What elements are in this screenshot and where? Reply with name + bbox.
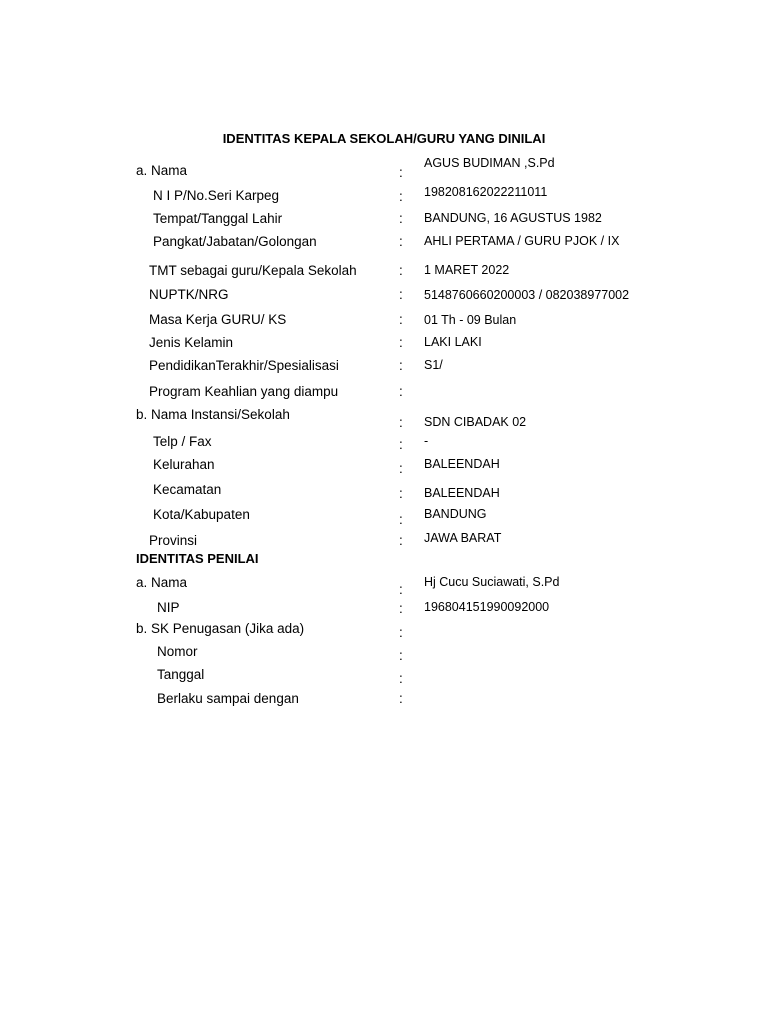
pendidikan-colon: : [399, 358, 403, 373]
tmt-colon: : [399, 263, 403, 278]
program-keahlian-label: Program Keahlian yang diampu [149, 384, 339, 399]
tmt-value: 1 MARET 2022 [424, 263, 510, 277]
ttl-value: BANDUNG, 16 AGUSTUS 1982 [424, 211, 602, 225]
tanggal-colon: : [399, 671, 403, 686]
kelurahan-label: Kelurahan [153, 457, 215, 472]
kota-label: Kota/Kabupaten [153, 507, 250, 522]
sk-penugasan-label: b. SK Penugasan (Jika ada) [136, 621, 305, 636]
penilai-nip-colon: : [399, 601, 403, 616]
nip-value: 198208162022211011 [424, 185, 548, 199]
penilai-heading: IDENTITAS PENILAI [136, 551, 259, 566]
ttl-colon: : [399, 211, 403, 226]
telp-label: Telp / Fax [153, 434, 212, 449]
nuptk-value: 5148760660200003 / 082038977002 [424, 288, 630, 302]
kecamatan-value: BALEENDAH [424, 486, 500, 500]
pangkat-label: Pangkat/Jabatan/Golongan [153, 234, 317, 249]
pendidikan-label: PendidikanTerakhir/Spesialisasi [149, 358, 339, 373]
program-keahlian-colon: : [399, 384, 403, 399]
penilai-nip-value: 196804151990092000 [424, 600, 550, 614]
berlaku-label: Berlaku sampai dengan [157, 691, 299, 706]
masa-kerja-colon: : [399, 312, 403, 327]
jenis-kelamin-label: Jenis Kelamin [149, 335, 234, 350]
penilai-nip-label: NIP [157, 600, 180, 615]
tmt-label: TMT sebagai guru/Kepala Sekolah [149, 263, 357, 278]
tanggal-label: Tanggal [157, 667, 205, 682]
penilai-nama-value: Hj Cucu Suciawati, S.Pd [424, 575, 560, 589]
jenis-kelamin-colon: : [399, 335, 403, 350]
nomor-colon: : [399, 648, 403, 663]
sk-penugasan-colon: : [399, 625, 403, 640]
provinsi-value: JAWA BARAT [424, 531, 502, 545]
masa-kerja-value: 01 Th - 09 Bulan [424, 313, 517, 327]
berlaku-colon: : [399, 691, 403, 706]
nuptk-colon: : [399, 287, 403, 302]
instansi-label: b. Nama Instansi/Sekolah [136, 407, 290, 422]
kota-value: BANDUNG [424, 507, 487, 521]
masa-kerja-label: Masa Kerja GURU/ KS [149, 312, 287, 327]
pendidikan-value: S1/ [424, 358, 443, 372]
ttl-label: Tempat/Tanggal Lahir [153, 211, 283, 226]
nuptk-label: NUPTK/NRG [149, 287, 229, 302]
nip-label: N I P/No.Seri Karpeg [153, 188, 280, 203]
instansi-value: SDN CIBADAK 02 [424, 415, 527, 429]
pangkat-colon: : [399, 234, 403, 249]
provinsi-colon: : [399, 533, 403, 548]
instansi-colon: : [399, 415, 403, 430]
kecamatan-colon: : [399, 486, 403, 501]
nip-colon: : [399, 189, 403, 204]
penilai-nama-colon: : [399, 582, 403, 597]
nama-colon: : [399, 165, 403, 180]
kelurahan-colon: : [399, 461, 403, 476]
telp-value: - [424, 434, 429, 448]
jenis-kelamin-value: LAKI LAKI [424, 335, 482, 349]
telp-colon: : [399, 437, 403, 452]
provinsi-label: Provinsi [149, 533, 198, 548]
document-title: IDENTITAS KEPALA SEKOLAH/GURU YANG DINILAI [222, 131, 546, 146]
pangkat-value: AHLI PERTAMA / GURU PJOK / IX [424, 234, 620, 248]
kota-colon: : [399, 512, 403, 527]
kelurahan-value: BALEENDAH [424, 457, 500, 471]
nama-value: AGUS BUDIMAN ,S.Pd [424, 156, 555, 170]
penilai-nama-label: a. Nama [136, 575, 188, 590]
nama-label: a. Nama [136, 163, 188, 178]
kecamatan-label: Kecamatan [153, 482, 222, 497]
nomor-label: Nomor [157, 644, 198, 659]
